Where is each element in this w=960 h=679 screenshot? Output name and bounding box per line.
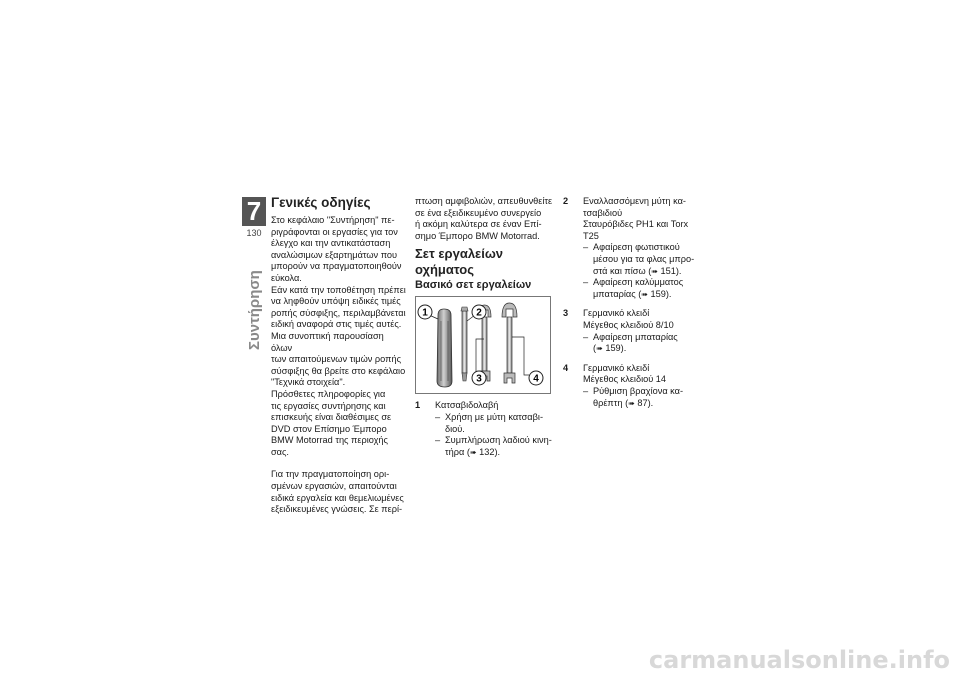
screwdriver-bit-shape xyxy=(461,307,468,381)
item-line: Σταυρόβιδες PH1 και Torx xyxy=(583,219,689,230)
callout-3 xyxy=(472,371,486,385)
text-line: σύσφιξης θα βρείτε στο κεφάλαιο xyxy=(271,365,406,376)
chapter-side-title: Συντήρηση xyxy=(246,270,263,350)
page-reference[interactable]: (➠ 159). xyxy=(638,288,672,299)
dash: – xyxy=(583,242,589,253)
text-line: "Τεχνικά στοιχεία". xyxy=(271,377,346,388)
tool-item-2 xyxy=(563,196,698,300)
section-heading-toolkit xyxy=(415,246,555,277)
paragraph-continued xyxy=(415,196,555,242)
bullet-text: Χρήση με μύτη κατσαβι- xyxy=(445,411,544,422)
text-line: ειδική αναφορά στις τιμές αυτές. xyxy=(271,319,402,330)
item-line: Μέγεθος κλειδιού 8/10 xyxy=(583,319,674,330)
item-line: T25 xyxy=(583,230,599,241)
tool-item-4 xyxy=(563,363,698,409)
watermark xyxy=(540,646,950,672)
callout-label-1: 1 xyxy=(422,307,428,319)
item-number: 2 xyxy=(563,196,569,206)
paragraph-general xyxy=(271,215,406,458)
bullet-text: Αφαίρεση καλύμματος xyxy=(593,277,684,288)
text-line: σας. xyxy=(271,446,289,457)
text-line: επισκευής είναι διαθέσιμες σε xyxy=(271,412,392,423)
wrench-14-shape xyxy=(502,303,517,383)
callout-label-3: 3 xyxy=(476,373,482,385)
callout-2 xyxy=(472,305,486,319)
text-line: εξειδικευμένες γνώσεις. Σε περί- xyxy=(271,504,403,515)
page-reference[interactable]: (➠ 151). xyxy=(648,265,682,276)
column-2 xyxy=(415,196,555,458)
arrow-icon: ➠ xyxy=(641,289,648,299)
bullet-text: Αφαίρεση μπαταρίας xyxy=(593,331,678,342)
dash: – xyxy=(583,277,589,288)
column-3 xyxy=(563,196,698,417)
dash: – xyxy=(583,385,589,396)
bullet-text: μπαταρίας xyxy=(593,288,636,299)
text-line: έλεγχο και την αντικατάσταση xyxy=(271,238,391,249)
text-line: τις εργασίες συντήρησης και xyxy=(271,400,386,411)
bullet-text: μέσου για τα φλας μπρο- xyxy=(593,253,695,264)
dash: – xyxy=(583,331,589,342)
text-line: ειδικά εργαλεία και θεμελιωμένες xyxy=(271,492,404,503)
text-line: σε ένα εξειδικευμένο συνεργείο xyxy=(415,207,542,218)
page-reference[interactable]: (➠ 159). xyxy=(593,343,627,354)
item-bullet xyxy=(583,277,698,300)
heading-line-1: Σετ εργαλείων xyxy=(415,246,504,262)
text-line: να ληφθούν υπόψη ειδικές τιμές xyxy=(271,296,401,307)
item-line: Γερμανικό κλειδί xyxy=(583,308,650,319)
text-line: των απαιτούμενων τιμών ροπής xyxy=(271,354,401,365)
page-reference[interactable]: (➠ 87). xyxy=(625,397,654,408)
dash: – xyxy=(435,435,441,446)
item-bullet xyxy=(583,242,698,277)
tool-item-1 xyxy=(415,400,555,458)
item-number: 1 xyxy=(415,400,421,411)
callout-4 xyxy=(529,371,543,385)
text-line: Μια συνοπτική παρουσίαση όλων xyxy=(271,330,384,353)
text-line: ροπής σύσφιξης, περιλαμβάνεται xyxy=(271,307,406,318)
text-line: BMW Motorrad της περιοχής xyxy=(271,435,388,446)
text-line: πτωση αμφιβολιών, απευθυνθείτε xyxy=(415,196,553,206)
text-line: Στο κεφάλαιο "Συντήρηση" πε- xyxy=(271,215,395,225)
text-line: εύκολα. xyxy=(271,272,302,283)
arrow-icon: ➠ xyxy=(651,266,658,276)
item-bullet xyxy=(583,332,698,355)
bullet-text: Συμπλήρωση λαδιού κινη- xyxy=(445,435,552,446)
screwdriver-handle-shape xyxy=(437,309,452,387)
bullet-text: θρέπτη xyxy=(593,397,623,408)
text-line: σμένων εργασιών, απαιτούνται xyxy=(271,481,397,492)
callout-1 xyxy=(418,305,432,319)
bullet-text: Αφαίρεση φωτιστικού xyxy=(593,242,680,253)
item-bullet xyxy=(435,435,555,458)
item-bullet xyxy=(435,412,555,435)
text-line: Για την πραγματοποίηση ορι- xyxy=(271,469,390,480)
text-line: Εάν κατά την τοποθέτηση πρέπει xyxy=(271,284,406,295)
item-title: Κατσαβιδολαβή xyxy=(435,400,499,411)
item-line: τσαβιδιού xyxy=(583,207,623,218)
item-bullet xyxy=(583,386,698,409)
arrow-icon: ➠ xyxy=(469,447,477,457)
column-1 xyxy=(271,195,406,516)
text-line: ή ακόμη καλύτερα σε έναν Επί- xyxy=(415,219,542,230)
chapter-number: 7 xyxy=(246,196,262,226)
toolkit-figure xyxy=(415,296,551,394)
subheading-basic-toolkit: Βασικό σετ εργαλείων xyxy=(415,279,532,292)
item-number: 4 xyxy=(563,362,569,373)
side-title-container xyxy=(242,250,266,350)
text-line: αναλώσιμων εξαρτημάτων που xyxy=(271,249,398,260)
page-number: 130 xyxy=(246,228,262,238)
text-line: DVD στον Επίσημο Έμπορο xyxy=(271,423,387,434)
text-line: ριγράφονται οι εργασίες για τον xyxy=(271,226,398,237)
bullet-text: στά και πίσω xyxy=(593,265,646,276)
bullet-text: Ρύθμιση βραχίονα κα- xyxy=(593,385,684,396)
bullet-text: τήρα xyxy=(445,446,465,457)
item-line: Μέγεθος κλειδιού 14 xyxy=(583,374,667,385)
paragraph-special-tools xyxy=(271,469,406,515)
text-line: μπορούν να πραγματοποιηθούν xyxy=(271,261,402,272)
text-line: σημο Έμπορο BMW Motorrad. xyxy=(415,230,540,241)
page-reference[interactable]: (➠ 132). xyxy=(466,446,501,457)
arrow-icon: ➠ xyxy=(596,344,603,354)
callout-label-2: 2 xyxy=(476,307,482,319)
watermark-text: carmanualsonline.info xyxy=(648,646,950,674)
heading-line-2: οχήματος xyxy=(415,261,474,277)
item-number: 3 xyxy=(563,308,569,319)
toolkit-illustration xyxy=(416,297,550,393)
callout-label-4: 4 xyxy=(533,373,539,385)
dash: – xyxy=(435,411,441,422)
item-line: Γερμανικό κλειδί xyxy=(583,362,650,373)
arrow-icon: ➠ xyxy=(628,398,635,408)
tool-item-3 xyxy=(563,308,698,354)
bullet-text: διού. xyxy=(445,423,465,434)
item-line: Εναλλασσόμενη μύτη κα- xyxy=(583,196,686,206)
text-line: Πρόσθετες πληροφορίες για xyxy=(271,388,386,399)
section-heading-general: Γενικές οδηγίες xyxy=(271,195,371,210)
